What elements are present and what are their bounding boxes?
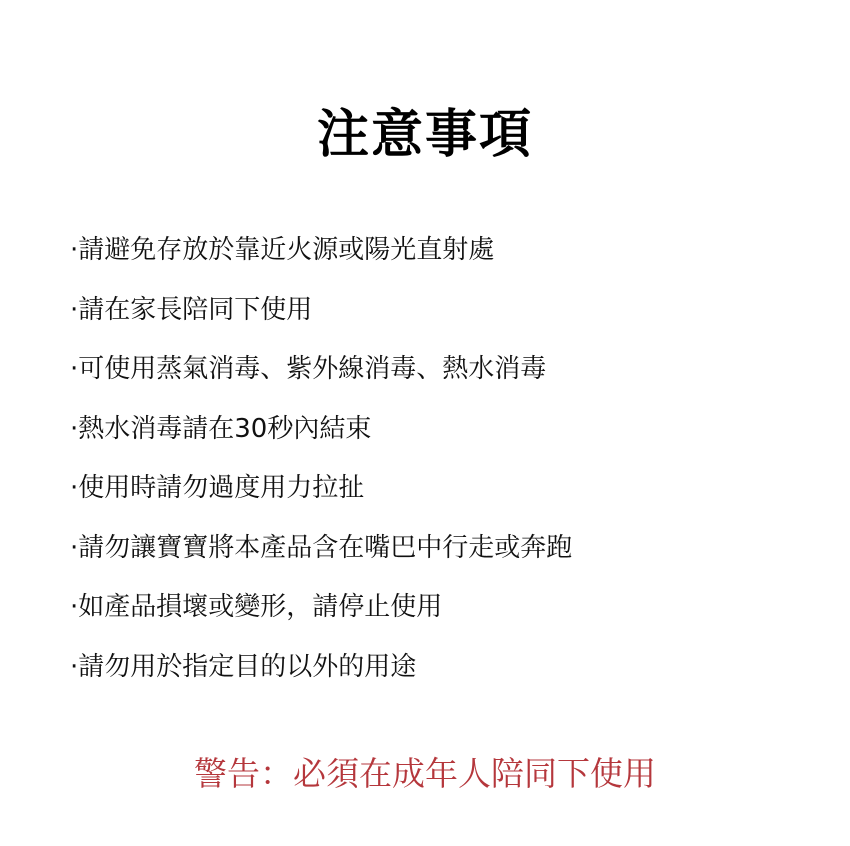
notice-item: ·請避免存放於靠近火源或陽光直射處 (70, 235, 495, 265)
warning-text: 警告：必須在成年人陪同下使用 (194, 754, 656, 793)
notice-item: ·請在家長陪同下使用 (70, 294, 313, 325)
notice-item: ·如產品損壞或變形，請停止使用 (70, 592, 443, 622)
notice-item: ·請勿讓寶寶將本產品含在嘴巴中行走或奔跑 (70, 532, 573, 563)
page-title: 注意事項 (316, 105, 533, 165)
notice-list (70, 230, 572, 706)
notice-item: ·請勿用於指定目的以外的用途 (70, 651, 417, 682)
notice-item: ·熱水消毒請在30秒內結束 (70, 413, 372, 444)
notice-item: ·使用時請勿過度用力拉扯 (70, 473, 365, 503)
notice-item: ·可使用蒸氣消毒、紫外線消毒、熱水消毒 (70, 354, 547, 384)
